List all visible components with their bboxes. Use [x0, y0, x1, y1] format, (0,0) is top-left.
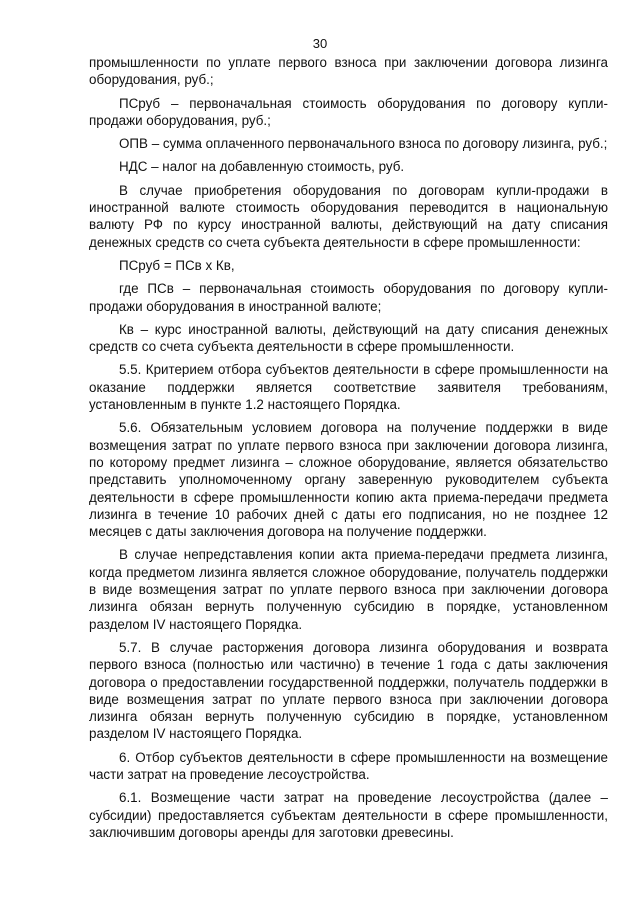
paragraph: В случае непредставления копии акта приема-передачи предмета лизинга, когда предметом лизинга является сложное оборудование, получатель поддержки в виде возмещения затрат по уплате первого взноса при заключении договора лизинга обязан вернуть полученную субсидию в порядке, установленном разделом IV настоящего Порядка.	[89, 547, 608, 632]
paragraph: 5.5. Критерием отбора субъектов деятельности в сфере промышленности на оказание поддержки является соответствие заявителя требованиям, установленным в пункте 1.2 настоящего Порядка.	[89, 362, 608, 413]
paragraph: 5.7. В случае расторжения договора лизинга оборудования и возврата первого взноса (полностью или частично) в течение 1 года с даты заключения договора о предоставлении государственной поддержки, получатель поддержки в виде возмещения затрат по уплате первого взноса при заключении договора лизинга обязан вернуть полученную субсидию в порядке, установленном разделом IV настоящего Порядка.	[89, 639, 608, 742]
paragraph: В случае приобретения оборудования по договорам купли-продажи в иностранной валюте стоимость оборудования переводится в национальную валюту РФ по курсу иностранной валюты, действующий на дату списания денежных средств со счета субъекта деятельности в сфере промышленности:	[89, 182, 608, 250]
document-body	[89, 54, 608, 847]
page-number: 30	[312, 36, 328, 51]
paragraph: где ПСв – первоначальная стоимость оборудования по договору купли-продажи оборудования в иностранной валюте;	[89, 281, 608, 314]
paragraph: Кв – курс иностранной валюты, действующий на дату списания денежных средств со счета субъекта деятельности в сфере промышленности.	[89, 321, 608, 355]
paragraph: НДС – налог на добавленную стоимость, руб.	[119, 159, 405, 175]
paragraph: ПСруб – первоначальная стоимость оборудования по договору купли-продажи оборудования, руб.;	[89, 95, 608, 128]
paragraph: промышленности по уплате первого взноса при заключении договора лизинга оборудования, руб.;	[89, 55, 608, 88]
formula: ПСруб = ПСв х Кв,	[119, 257, 235, 273]
paragraph: ОПВ – сумма оплаченного первоначального взноса по договору лизинга, руб.;	[119, 136, 608, 152]
paragraph: 6.1. Возмещение части затрат на проведение лесоустройства (далее – субсидии) предоставляется субъектам деятельности в сфере промышленности, заключившим договоры аренды для заготовки древесины.	[89, 790, 608, 840]
paragraph: 5.6. Обязательным условием договора на получение поддержки в виде возмещения затрат по уплате первого взноса при заключении договора лизинга, по которому предмет лизинга – сложное оборудование, является обязательство представить уполномоченному органу заверенную руководителем субъекта деятельности в сфере промышленности копию акта приема-передачи предмета лизинга в течение 10 рабочих дней с даты его подписания, но не позднее 12 месяцев с даты заключения договора на получение поддержки.	[89, 420, 608, 540]
section-heading: 6. Отбор субъектов деятельности в сфере промышленности на возмещение части затрат на проведение лесоустройства.	[89, 749, 608, 782]
